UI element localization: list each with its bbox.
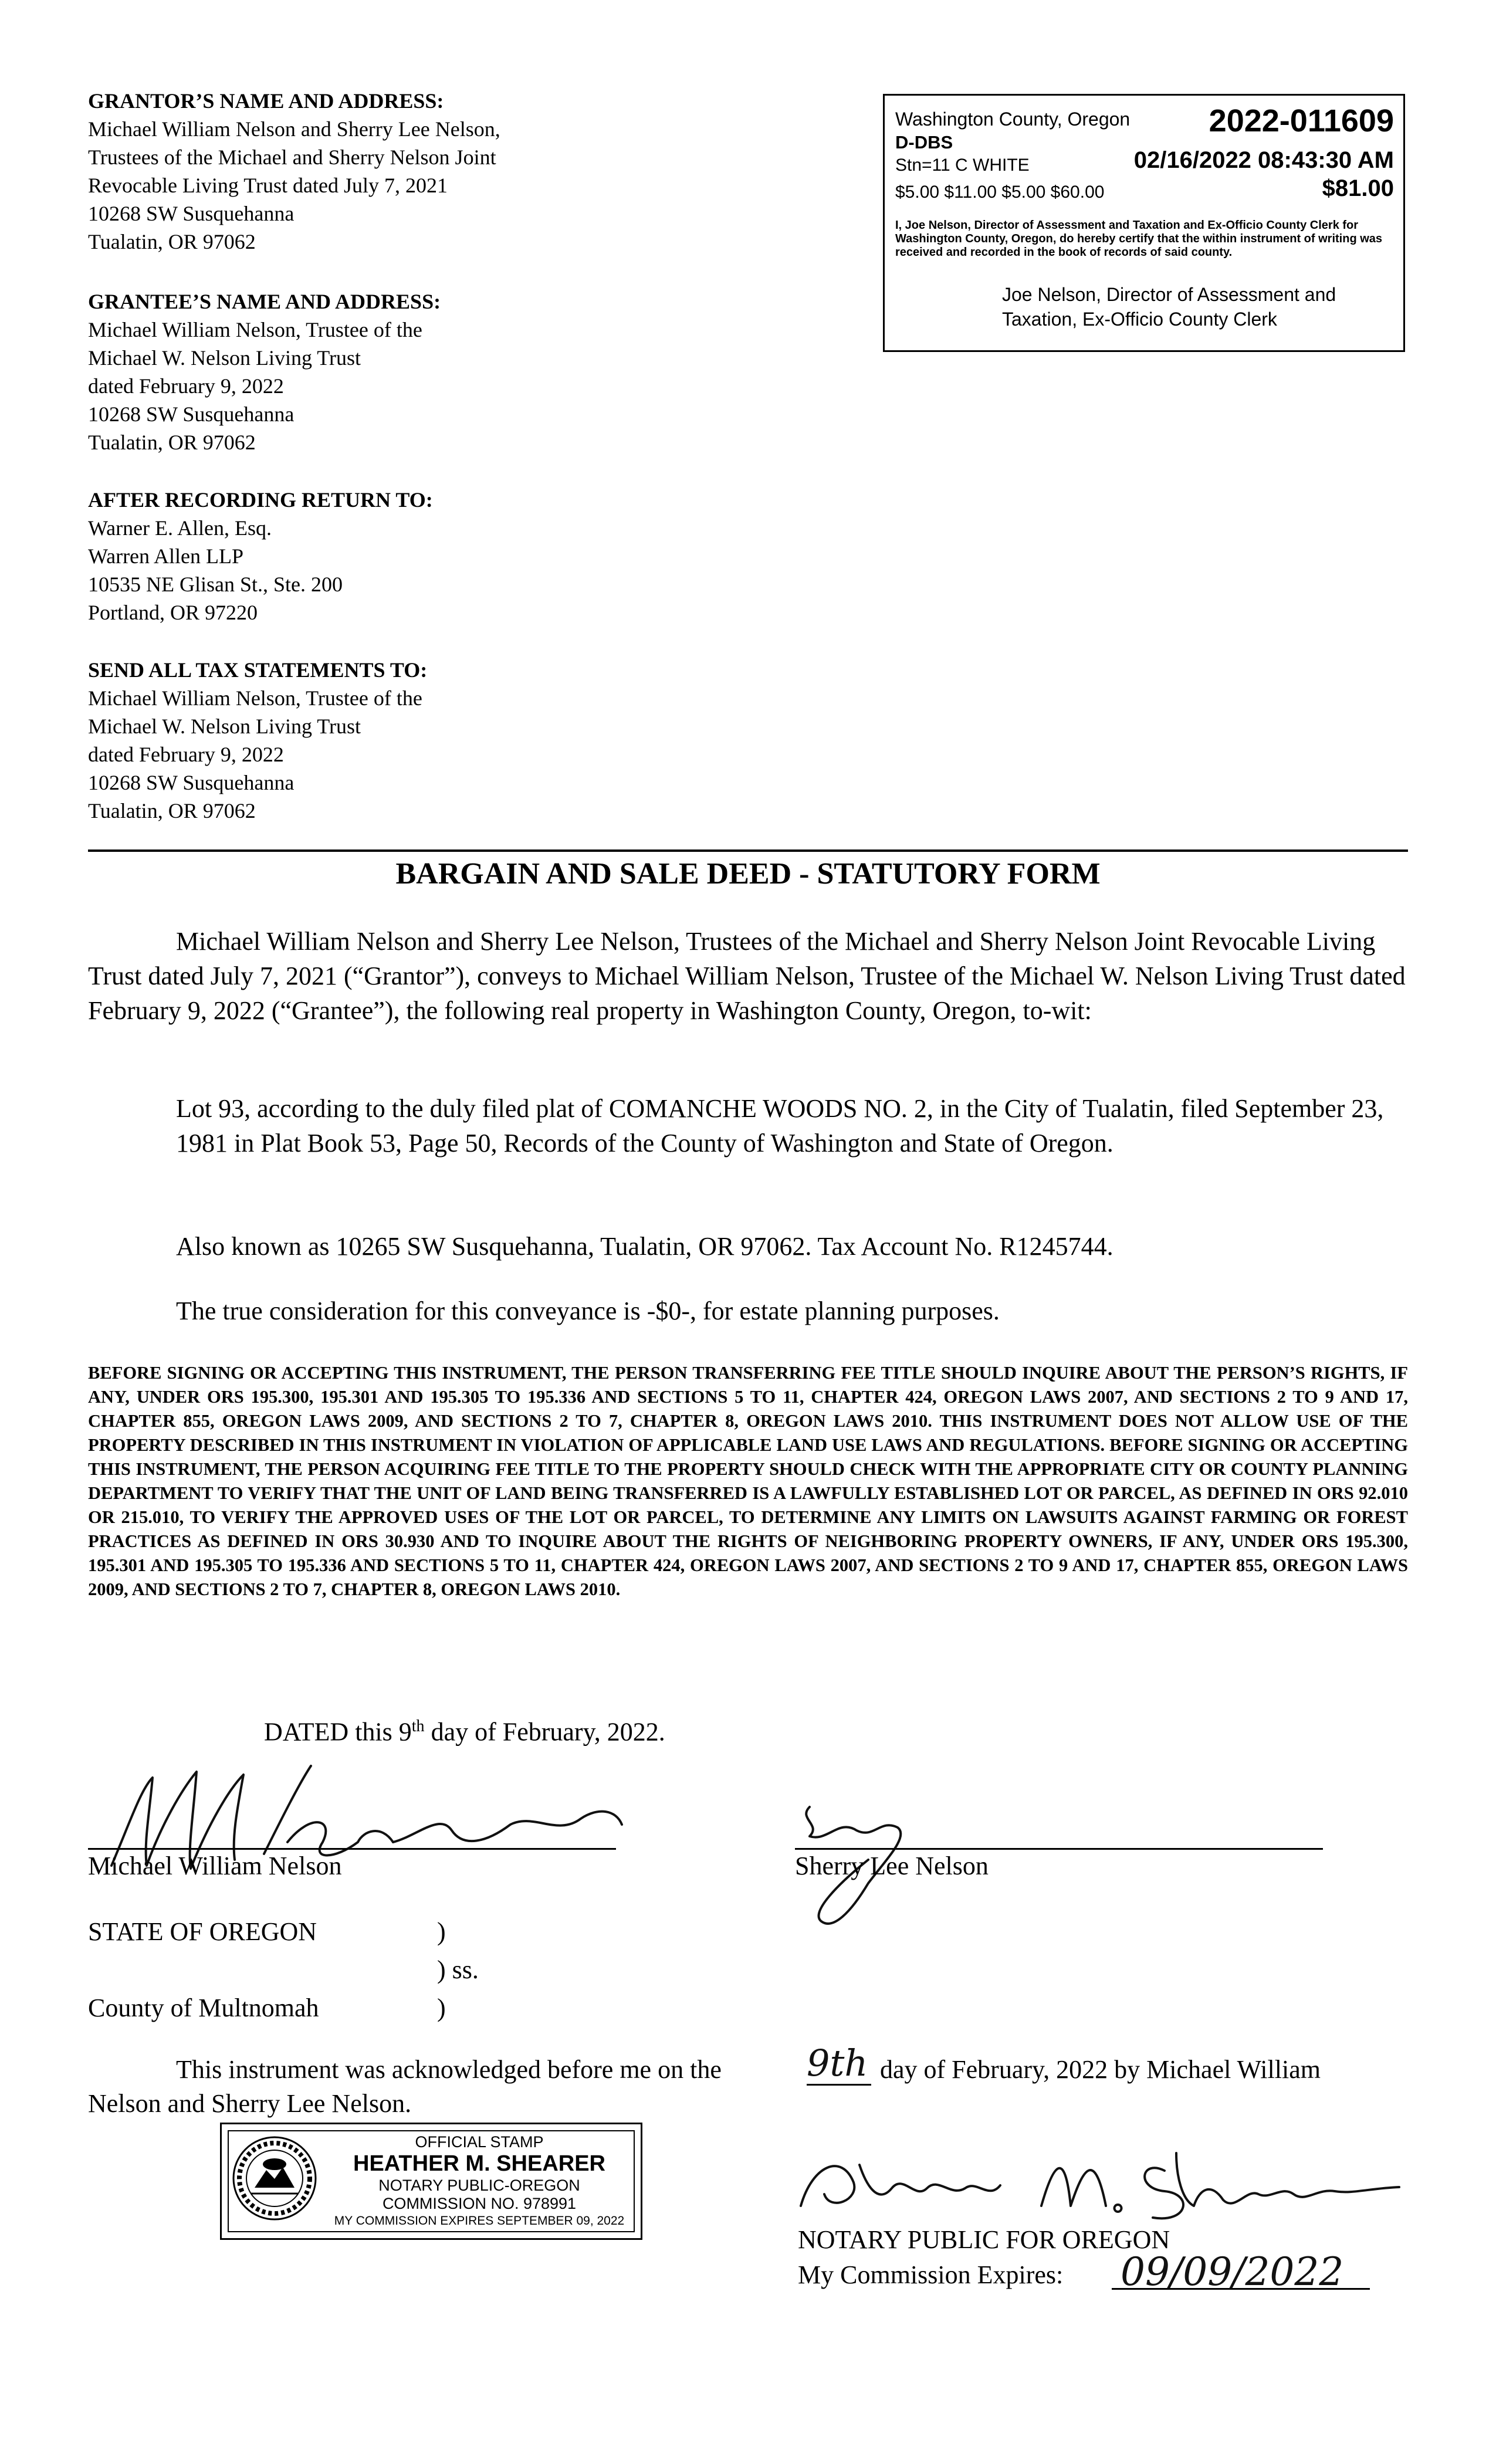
grantor-line: Michael William Nelson and Sherry Lee Nelson,: [88, 117, 500, 141]
notary-signature-image: [789, 2118, 1405, 2235]
signer1-name: Michael William Nelson: [88, 1852, 342, 1880]
recording-signer-line2: Taxation, Ex-Officio County Clerk: [1002, 309, 1277, 330]
grantor-block: [88, 87, 500, 256]
notary-official-stamp: [220, 2123, 642, 2240]
return-to-line: Portland, OR 97220: [88, 601, 258, 624]
grantor-line: Tualatin, OR 97062: [88, 230, 256, 253]
recording-number: 2022-011609: [1209, 103, 1394, 138]
handwritten-expiration-text: 09/09/2022: [1121, 2249, 1344, 2294]
recording-stamp: [883, 94, 1405, 352]
venue-county: County of Multnomah: [88, 1993, 319, 2022]
stamp-notary-name: HEATHER M. SHEARER: [353, 2151, 605, 2176]
grantee-heading: GRANTEE’S NAME AND ADDRESS:: [88, 290, 441, 313]
notary-expires-label: My Commission Expires:: [798, 2260, 1064, 2289]
legal-description: Lot 93, according to the duly filed plat of COMANCHE WOODS NO. 2, in the City of Tualatin, filed September 23, 1981 in Plat Book 53, Page 50, Records of the County of Washington and State of Oregon.: [176, 1094, 1384, 1157]
notary-title: NOTARY PUBLIC FOR OREGON: [798, 2225, 1170, 2254]
stamp-commission: COMMISSION NO. 978991: [382, 2195, 577, 2212]
tax-statements-heading: SEND ALL TAX STATEMENTS TO:: [88, 658, 428, 682]
oregon-seal-icon: [231, 2135, 318, 2222]
signer2-name: Sherry Lee Nelson: [795, 1852, 989, 1880]
tax-statements-line: Michael W. Nelson Living Trust: [88, 715, 361, 738]
venue-ss: ) ss.: [437, 1955, 479, 1984]
dated-sup: th: [411, 1717, 425, 1735]
return-to-block: [88, 486, 433, 627]
stamp-label: OFFICIAL STAMP: [415, 2133, 544, 2151]
recording-certification: I, Joe Nelson, Director of Assessment and Taxation and Ex-Officio County Clerk for Washington County, Oregon, do hereby certify that the within instrument of writing was received and recorded in the book of records of said county.: [895, 219, 1383, 259]
return-to-line: Warren Allen LLP: [88, 544, 244, 568]
stamp-text: [321, 2133, 637, 2230]
tax-statements-line: Tualatin, OR 97062: [88, 799, 256, 823]
tax-statements-block: [88, 656, 427, 825]
statutory-warning: BEFORE SIGNING OR ACCEPTING THIS INSTRUMENT, THE PERSON TRANSFERRING FEE TITLE SHOULD INQUIRE ABOUT THE PERSON’S RIGHTS, IF ANY, UNDER ORS 195.300, 195.301 AND 195.305 TO 195.336 AND SECTIONS 5 TO 11, CHAPTER 424, OREGON LAWS 2007, AND SECTIONS 2 TO 9 AND 17, CHAPTER 855, OREGON LAWS 2009, AND SECTIONS 2 TO 7, CHAPTER 8, OREGON LAWS 2010. THIS INSTRUMENT DOES NOT ALLOW USE OF THE PROPERTY DESCRIBED IN THIS INSTRUMENT IN VIOLATION OF APPLICABLE LAND USE LAWS AND REGULATIONS. BEFORE SIGNING OR ACCEPTING THIS INSTRUMENT, THE PERSON ACQUIRING FEE TITLE TO THE PROPERTY SHOULD CHECK WITH THE APPROPRIATE CITY OR COUNTY PLANNING DEPARTMENT TO VERIFY THAT THE UNIT OF LAND BEING TRANSFERRED IS A LAWFULLY ESTABLISHED LOT OR PARCEL, AS DEFINED IN ORS 92.010 OR 215.010, TO VERIFY THE APPROVED USES OF THE LOT OR PARCEL, TO DETERMINE ANY LIMITS ON LAWSUITS AGAINST FARMING OR FOREST PRACTICES AS DEFINED IN ORS 30.930 AND TO INQUIRE ABOUT THE RIGHTS OF NEIGHBORING PROPERTY OWNERS, IF ANY, UNDER ORS 195.300, 195.301 AND 195.305 TO 195.336 AND SECTIONS 5 TO 11, CHAPTER 424, OREGON LAWS 2007, AND SECTIONS 2 TO 9 AND 17, CHAPTER 855, OREGON LAWS 2009, AND SECTIONS 2 TO 7, CHAPTER 8, OREGON LAWS 2010.: [88, 1363, 1408, 1599]
conveyance-paragraph: Michael William Nelson and Sherry Lee Nelson, Trustees of the Michael and Sherry Nelson Joint Revocable Living Trust dated July 7, 2021 (“Grantor”), conveys to Michael William Nelson, Trustee of the Michael W. Nelson Living Trust dated February 9, 2022 (“Grantee”), the following real property in Washington County, Oregon, to-wit:: [88, 927, 1406, 1025]
dated-line: [264, 1710, 665, 1749]
handwritten-day-text: 9th: [807, 2042, 868, 2083]
recording-county: Washington County, Oregon: [895, 109, 1131, 130]
recording-type: D-DBS: [895, 132, 953, 153]
stamp-expires: MY COMMISSION EXPIRES SEPTEMBER 09, 2022: [334, 2214, 625, 2228]
grantee-line: 10268 SW Susquehanna: [88, 402, 295, 426]
grantor-line: Trustees of the Michael and Sherry Nelson Joint: [88, 145, 496, 169]
return-to-line: Warner E. Allen, Esq.: [88, 516, 272, 540]
also-known-as: Also known as 10265 SW Susquehanna, Tualatin, OR 97062. Tax Account No. R1245744.: [176, 1232, 1113, 1261]
acknowledgment-after: day of February, 2022 by Michael William: [880, 2055, 1321, 2084]
grantee-line: Michael William Nelson, Trustee of the: [88, 318, 422, 341]
acknowledgment-before: This instrument was acknowledged before me on the: [176, 2055, 722, 2084]
grantor-line: Revocable Living Trust dated July 7, 2021: [88, 174, 448, 197]
tax-statements-line: dated February 9, 2022: [88, 743, 284, 766]
recording-station: Stn=11 C WHITE: [895, 155, 1030, 175]
document-title: BARGAIN AND SALE DEED - STATUTORY FORM: [395, 857, 1101, 891]
venue-paren: ): [437, 1993, 446, 2022]
recording-fees: $5.00 $11.00 $5.00 $60.00: [895, 182, 1105, 202]
stamp-notary-title: NOTARY PUBLIC-OREGON: [378, 2177, 580, 2194]
grantee-line: dated February 9, 2022: [88, 374, 284, 398]
consideration: The true consideration for this conveyance is -$0-, for estate planning purposes.: [176, 1297, 1000, 1325]
venue-state: STATE OF OREGON: [88, 1917, 317, 1946]
grantee-block: [88, 287, 441, 456]
recording-total: $81.00: [1322, 175, 1394, 201]
title-rule: [88, 849, 1408, 852]
tax-statements-line: Michael William Nelson, Trustee of the: [88, 686, 422, 710]
handwritten-day: [801, 2018, 883, 2083]
grantee-line: Michael W. Nelson Living Trust: [88, 346, 361, 370]
grantee-line: Tualatin, OR 97062: [88, 431, 256, 454]
dated-prefix: DATED this 9: [264, 1717, 412, 1747]
venue-paren: ): [437, 1917, 446, 1946]
tax-statements-line: 10268 SW Susquehanna: [88, 771, 295, 794]
return-to-heading: AFTER RECORDING RETURN TO:: [88, 488, 433, 512]
recording-signer: [1002, 282, 1336, 331]
handwritten-expiration: [1115, 2238, 1379, 2297]
grantor-line: 10268 SW Susquehanna: [88, 202, 295, 225]
recording-datetime: 02/16/2022 08:43:30 AM: [1133, 147, 1394, 173]
acknowledgment-line2: Nelson and Sherry Lee Nelson.: [88, 2089, 412, 2118]
dated-suffix: day of February, 2022.: [424, 1717, 665, 1747]
return-to-line: 10535 NE Glisan St., Ste. 200: [88, 573, 343, 596]
grantor-heading: GRANTOR’S NAME AND ADDRESS:: [88, 89, 444, 113]
acknowledgment-day-line: [807, 2084, 871, 2086]
recording-signer-line1: Joe Nelson, Director of Assessment and: [1002, 284, 1336, 305]
